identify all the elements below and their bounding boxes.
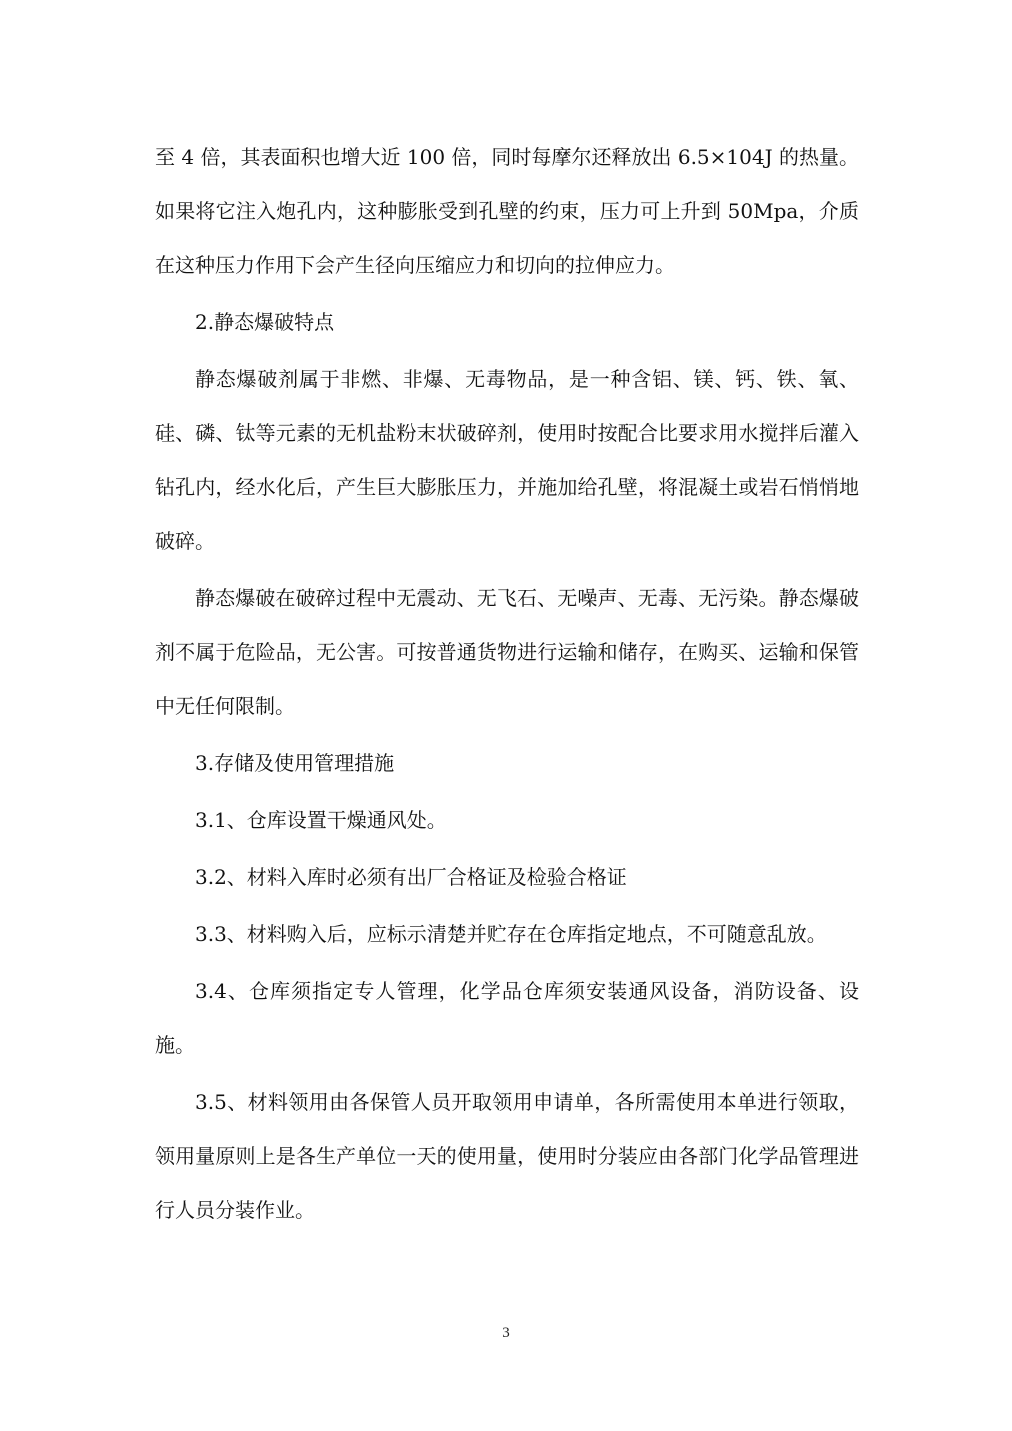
list-item-3-1: 3.1、仓库设置干燥通风处。 bbox=[195, 808, 447, 832]
paragraph-static-blasting-advantages: 静态爆破在破碎过程中无震动、无飞石、无噪声、无毒、无污染。静态爆破剂不属于危险品，无公害。可按普通货物进行运输和储存，在购买、运输和保管中无任何限制。 bbox=[155, 586, 859, 718]
list-item-3-5: 3.5、材料领用由各保管人员开取领用申请单，各所需使用本单进行领取，领用量原则上是各生产单位一天的使用量，使用时分装应由各部门化学品管理进行人员分装作业。 bbox=[155, 1090, 859, 1222]
page-number: 3 bbox=[502, 1325, 510, 1341]
list-item-3-2: 3.2、材料入库时必须有出厂合格证及检验合格证 bbox=[195, 865, 627, 889]
list-item-3-4: 3.4、仓库须指定专人管理，化学品仓库须安装通风设备，消防设备、设施。 bbox=[155, 979, 859, 1057]
page-body bbox=[155, 130, 859, 1240]
paragraph-intro-continued: 至 4 倍，其表面积也增大近 100 倍，同时每摩尔还释放出 6.5×104J 的热量。如果将它注入炮孔内，这种膨胀受到孔壁的约束，压力可上升到 50Mpa，介质在这种压力作用下会产生径向压缩应力和切向的拉伸应力。 bbox=[155, 145, 859, 277]
section-heading-2: 2.静态爆破特点 bbox=[195, 310, 335, 334]
list-item-3-3: 3.3、材料购入后，应标示清楚并贮存在仓库指定地点，不可随意乱放。 bbox=[195, 922, 827, 946]
section-heading-3: 3.存储及使用管理措施 bbox=[195, 751, 395, 775]
paragraph-static-blasting-agent: 静态爆破剂属于非燃、非爆、无毒物品，是一种含铝、镁、钙、铁、氧、硅、磷、钛等元素的无机盐粉末状破碎剂，使用时按配合比要求用水搅拌后灌入钻孔内，经水化后，产生巨大膨胀压力，并施加给孔壁，将混凝土或岩石悄悄地破碎。 bbox=[155, 367, 859, 553]
